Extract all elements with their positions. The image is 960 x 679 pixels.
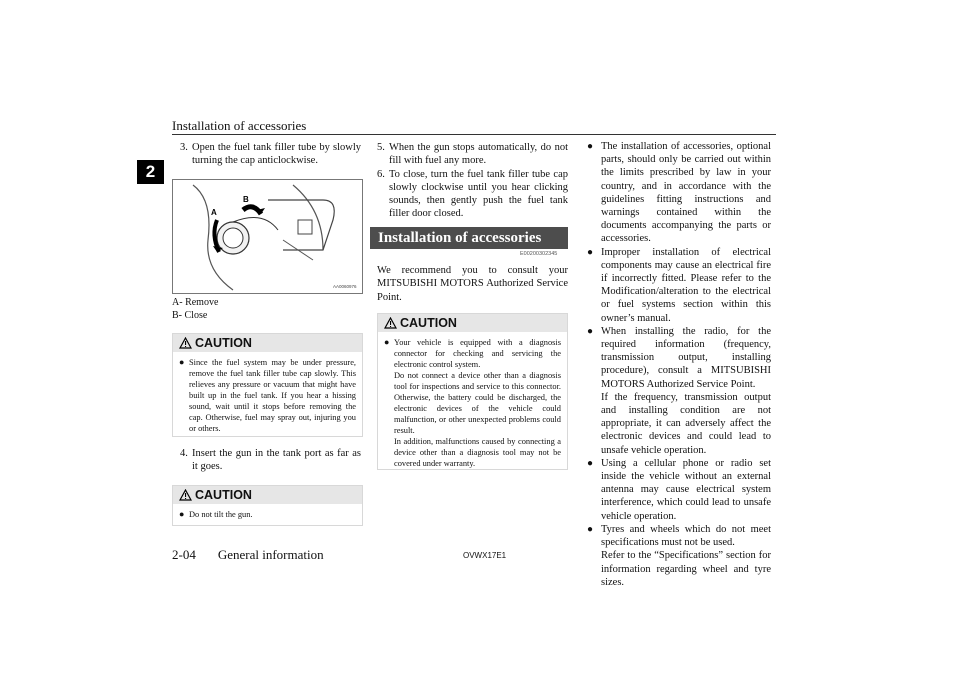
- page-number: 2-04: [172, 547, 196, 562]
- bullet-icon: ●: [587, 523, 594, 535]
- header-rule: [172, 134, 776, 135]
- steps-5-6: [377, 141, 568, 221]
- fuel-cap-illustration: [173, 180, 362, 293]
- caution-box-pressure: CAUTION ● Since the fuel system may be under pressure, remove the fuel tank filler tube cap slowly. This relieves any pressure or vacuum that might have built up in the fuel tank. If you hear a hissing sound, wait until it stops before removing the cap. Otherwise, fuel may spray out, injuring you or others.: [172, 333, 363, 437]
- step-3: [180, 141, 361, 168]
- section-code: E00200302345: [520, 251, 558, 257]
- caution-heading: CAUTION: [173, 334, 362, 352]
- caution-heading: CAUTION: [173, 486, 362, 504]
- list-item: ● Improper installation of electrical components may cause an electrical fire if incorrectly fitted. Please refer to the Modification/alteration to the electrical or fuel systems section within this owner’s manual.: [587, 246, 771, 324]
- warning-triangle-icon: [179, 337, 192, 349]
- list-item: ● The installation of accessories, optional parts, should only be carried out within the limits prescribed by law in your country, and in accordance with the guidelines fitting instructions and warnings contained within the documents accompanying the parts or accessories.: [587, 141, 771, 245]
- caution-box-tilt: CAUTION ● Do not tilt the gun.: [172, 485, 363, 526]
- figure-code: AA0060976: [333, 284, 357, 289]
- bullet-icon: ●: [179, 357, 185, 367]
- bullet-icon: ●: [587, 246, 594, 258]
- bullet-icon: ●: [587, 325, 594, 337]
- footer-code: OVWX17E1: [463, 551, 507, 560]
- caution-heading: CAUTION: [378, 314, 567, 332]
- page-footer: [172, 547, 324, 563]
- step-text: Open the fuel tank filler tube by slowly turning the cap anticlockwise.: [192, 142, 361, 167]
- legend-item: A- Remove: [172, 297, 219, 308]
- figure-label-a: A: [211, 208, 217, 217]
- caution-box-diagnosis: CAUTION ● Your vehicle is equipped with a diagnosis connector for checking and servicing the electronic control system. Do not connect a device other than a diagnosis tool for inspections and service to this connector. Otherwise, the battery could be discharged, the electronic devices of the vehicle could malfunction, or other unexpected problems could result. In addition, malfunctions caused by connecting a device other than a diagnosis tool may not be covered under warranty.: [377, 313, 568, 470]
- figure-label-b: B: [243, 195, 249, 204]
- bullet-icon: ●: [587, 141, 594, 152]
- legend-item: B- Close: [172, 310, 208, 321]
- page-header-title: Installation of accessories: [172, 118, 307, 133]
- accessory-bullets: [587, 140, 771, 589]
- warning-triangle-icon: [179, 489, 192, 501]
- list-item: ● Using a cellular phone or radio set inside the vehicle without an external antenna may cause electrical system interference, which could lead to unsafe vehicle operation.: [587, 457, 771, 522]
- bullet-icon: ●: [384, 337, 390, 347]
- step-number: 3.: [180, 142, 188, 153]
- bullet-icon: ●: [587, 457, 594, 469]
- bullet-icon: ●: [179, 509, 185, 519]
- list-item: ● Tyres and wheels which do not meet specifications must not be used. Refer to the “Specifications” section for information regarding wheel and tyre sizes.: [587, 523, 771, 588]
- step-4: 4. Insert the gun in the tank port as far as it goes.: [180, 448, 361, 473]
- list-item: ● When installing the radio, for the required information (frequency, transmission output, installing procedure), consult a MITSUBISHI MOTORS Authorized Service Point. If the frequency, transmission output and installing condition are not appropriate, it can adversely affect the electronic devices and could lead to unsafe vehicle operation.: [587, 325, 771, 456]
- warning-triangle-icon: [384, 317, 397, 329]
- fuel-cap-figure: [172, 179, 363, 294]
- footer-section: General information: [217, 547, 324, 562]
- step-6: 6. To close, turn the fuel tank filler tube cap slowly clockwise until you hear clicking sounds, then gently push the fuel tank filler door closed.: [377, 168, 568, 220]
- intro-paragraph: We recommend you to consult your MITSUBISHI MOTORS Authorized Service Point.: [377, 265, 568, 303]
- step-5: 5. When the gun stops automatically, do not fill with fuel any more.: [377, 142, 568, 167]
- section-title: Installation of accessories: [370, 227, 568, 249]
- figure-legend: [172, 296, 272, 322]
- chapter-tab: 2: [137, 160, 164, 184]
